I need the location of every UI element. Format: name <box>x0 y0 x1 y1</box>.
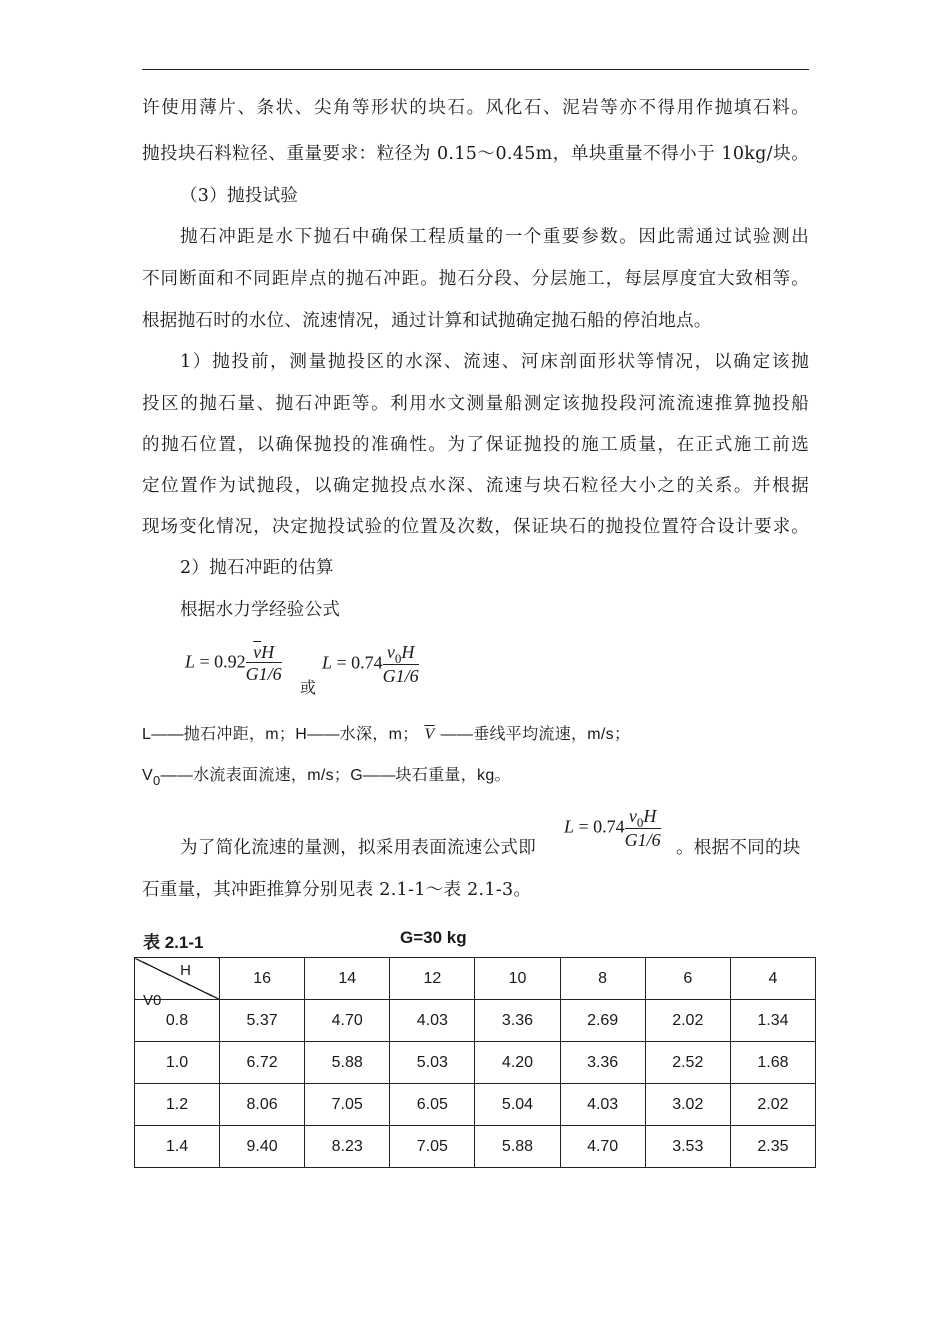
table-cell: 8.23 <box>305 1126 390 1168</box>
table-cell: 4.70 <box>305 1000 390 1042</box>
text-line: 不同断面和不同距岸点的抛石冲距。抛石分段、分层施工，每层厚度宜大致相等。 <box>142 269 809 289</box>
table-row <box>135 1000 816 1042</box>
table-subcaption: G=30 kg <box>400 928 467 947</box>
table-cell: 4.20 <box>475 1042 560 1084</box>
formula-or: 或 <box>300 678 317 697</box>
table-cell: 6.72 <box>220 1042 305 1084</box>
text-line: 许使用薄片、条状、尖角等形状的块石。风化石、泥岩等亦不得用作抛填石料。 <box>142 98 809 118</box>
text-line: 抛投块石料粒径、重量要求：粒径为 0.15～0.45m，单块重量不得小于 10kg/块。 <box>142 144 809 164</box>
text-line: 抛石冲距是水下抛石中确保工程质量的一个重要参数。因此需通过试验测出 <box>180 227 809 247</box>
table-cell: 7.05 <box>305 1084 390 1126</box>
text-line: 的抛石位置，以确保抛投的准确性。为了保证抛投的施工质量，在正式施工前选 <box>142 435 809 455</box>
text-line: 根据抛石时的水位、流速情况，通过计算和试抛确定抛石船的停泊地点。 <box>142 311 712 331</box>
table-row <box>135 1126 816 1168</box>
table-header-cell: 6 <box>645 958 730 1000</box>
table-cell: 2.02 <box>730 1084 815 1126</box>
table-cell: 3.36 <box>475 1000 560 1042</box>
text-line: 定位置作为试抛段，以确定抛投点水深、流速与块石粒径大小之的关系。并根据 <box>142 476 809 496</box>
text-line: 投区的抛石量、抛石冲距等。利用水文测量船测定该抛投段河流流速推算抛投船 <box>142 394 809 414</box>
table-caption: 表 2.1-1 <box>143 933 204 952</box>
table-cell: 8.06 <box>220 1084 305 1126</box>
text-line: 石重量，其冲距推算分别见表 2.1-1～表 2.1-3。 <box>142 880 532 900</box>
table-cell: 0.8 <box>135 1000 220 1042</box>
table-cell: 3.36 <box>560 1042 645 1084</box>
table-header-cell: 8 <box>560 958 645 1000</box>
table-header-cell: 10 <box>475 958 560 1000</box>
table-row <box>135 1084 816 1126</box>
table-cell: 2.02 <box>645 1000 730 1042</box>
table-row <box>135 1042 816 1084</box>
table-header-cell: 14 <box>305 958 390 1000</box>
table-cell: 5.03 <box>390 1042 475 1084</box>
table-cell: 4.03 <box>390 1000 475 1042</box>
table-cell: 7.05 <box>390 1126 475 1168</box>
table-cell: 5.88 <box>305 1042 390 1084</box>
section-heading: 2）抛石冲距的估算 <box>180 558 334 578</box>
formula-2: L = 0.74 $\frac{v_0H}{G1/6}$ <box>322 642 419 686</box>
table-cell: 5.88 <box>475 1126 560 1168</box>
table-cell: 1.2 <box>135 1084 220 1126</box>
table-cell: 2.69 <box>560 1000 645 1042</box>
text-line: 1）抛投前，测量抛投区的水深、流速、河床剖面形状等情况，以确定该抛 <box>180 352 809 372</box>
table-header-cell: 12 <box>390 958 475 1000</box>
table-cell: 2.35 <box>730 1126 815 1168</box>
corner-label-h: H <box>180 962 191 979</box>
definition-line: $V_0——$水流表面流速，m/s；G——块石重量，kg。 <box>142 767 511 788</box>
table-cell: 9.40 <box>220 1126 305 1168</box>
table-cell: 3.02 <box>645 1084 730 1126</box>
table-header-row <box>135 958 816 1000</box>
table-cell: 4.70 <box>560 1126 645 1168</box>
data-table <box>134 957 816 1168</box>
table-header-cell: 4 <box>730 958 815 1000</box>
text-line: 现场变化情况，决定抛投试验的位置及次数，保证块石的抛投位置符合设计要求。 <box>142 517 809 537</box>
table-cell: 4.03 <box>560 1084 645 1126</box>
header-rule <box>142 69 809 70</box>
table-cell: 1.68 <box>730 1042 815 1084</box>
table-corner-cell <box>135 958 220 1009</box>
text-line: 。根据不同的块 <box>676 838 801 858</box>
table-cell: 1.0 <box>135 1042 220 1084</box>
table-cell: 3.53 <box>645 1126 730 1168</box>
table-cell: 1.34 <box>730 1000 815 1042</box>
table-cell: 1.4 <box>135 1126 220 1168</box>
table-cell: 2.52 <box>645 1042 730 1084</box>
definition-line: L——抛石冲距，m；H——水深，m； $\overline{V}$ ——垂线平均流速，m/s； <box>142 726 631 743</box>
table-cell: 5.37 <box>220 1000 305 1042</box>
corner-label-v: V0 <box>143 992 162 1009</box>
text-line: 为了简化流速的量测，拟采用表面流速公式即 <box>180 838 536 858</box>
table-cell: 6.05 <box>390 1084 475 1126</box>
text-line: 根据水力学经验公式 <box>180 600 341 620</box>
section-heading: （3）抛投试验 <box>180 186 299 206</box>
table-cell: 5.04 <box>475 1084 560 1126</box>
formula-3: L = 0.74 $\frac{v_0H}{G1/6}$ <box>564 806 661 850</box>
formula-1: L = 0.92 $\frac{\overline{v}H}{G1/6}$ <box>185 642 282 684</box>
table-header-cell: 16 <box>220 958 305 1000</box>
